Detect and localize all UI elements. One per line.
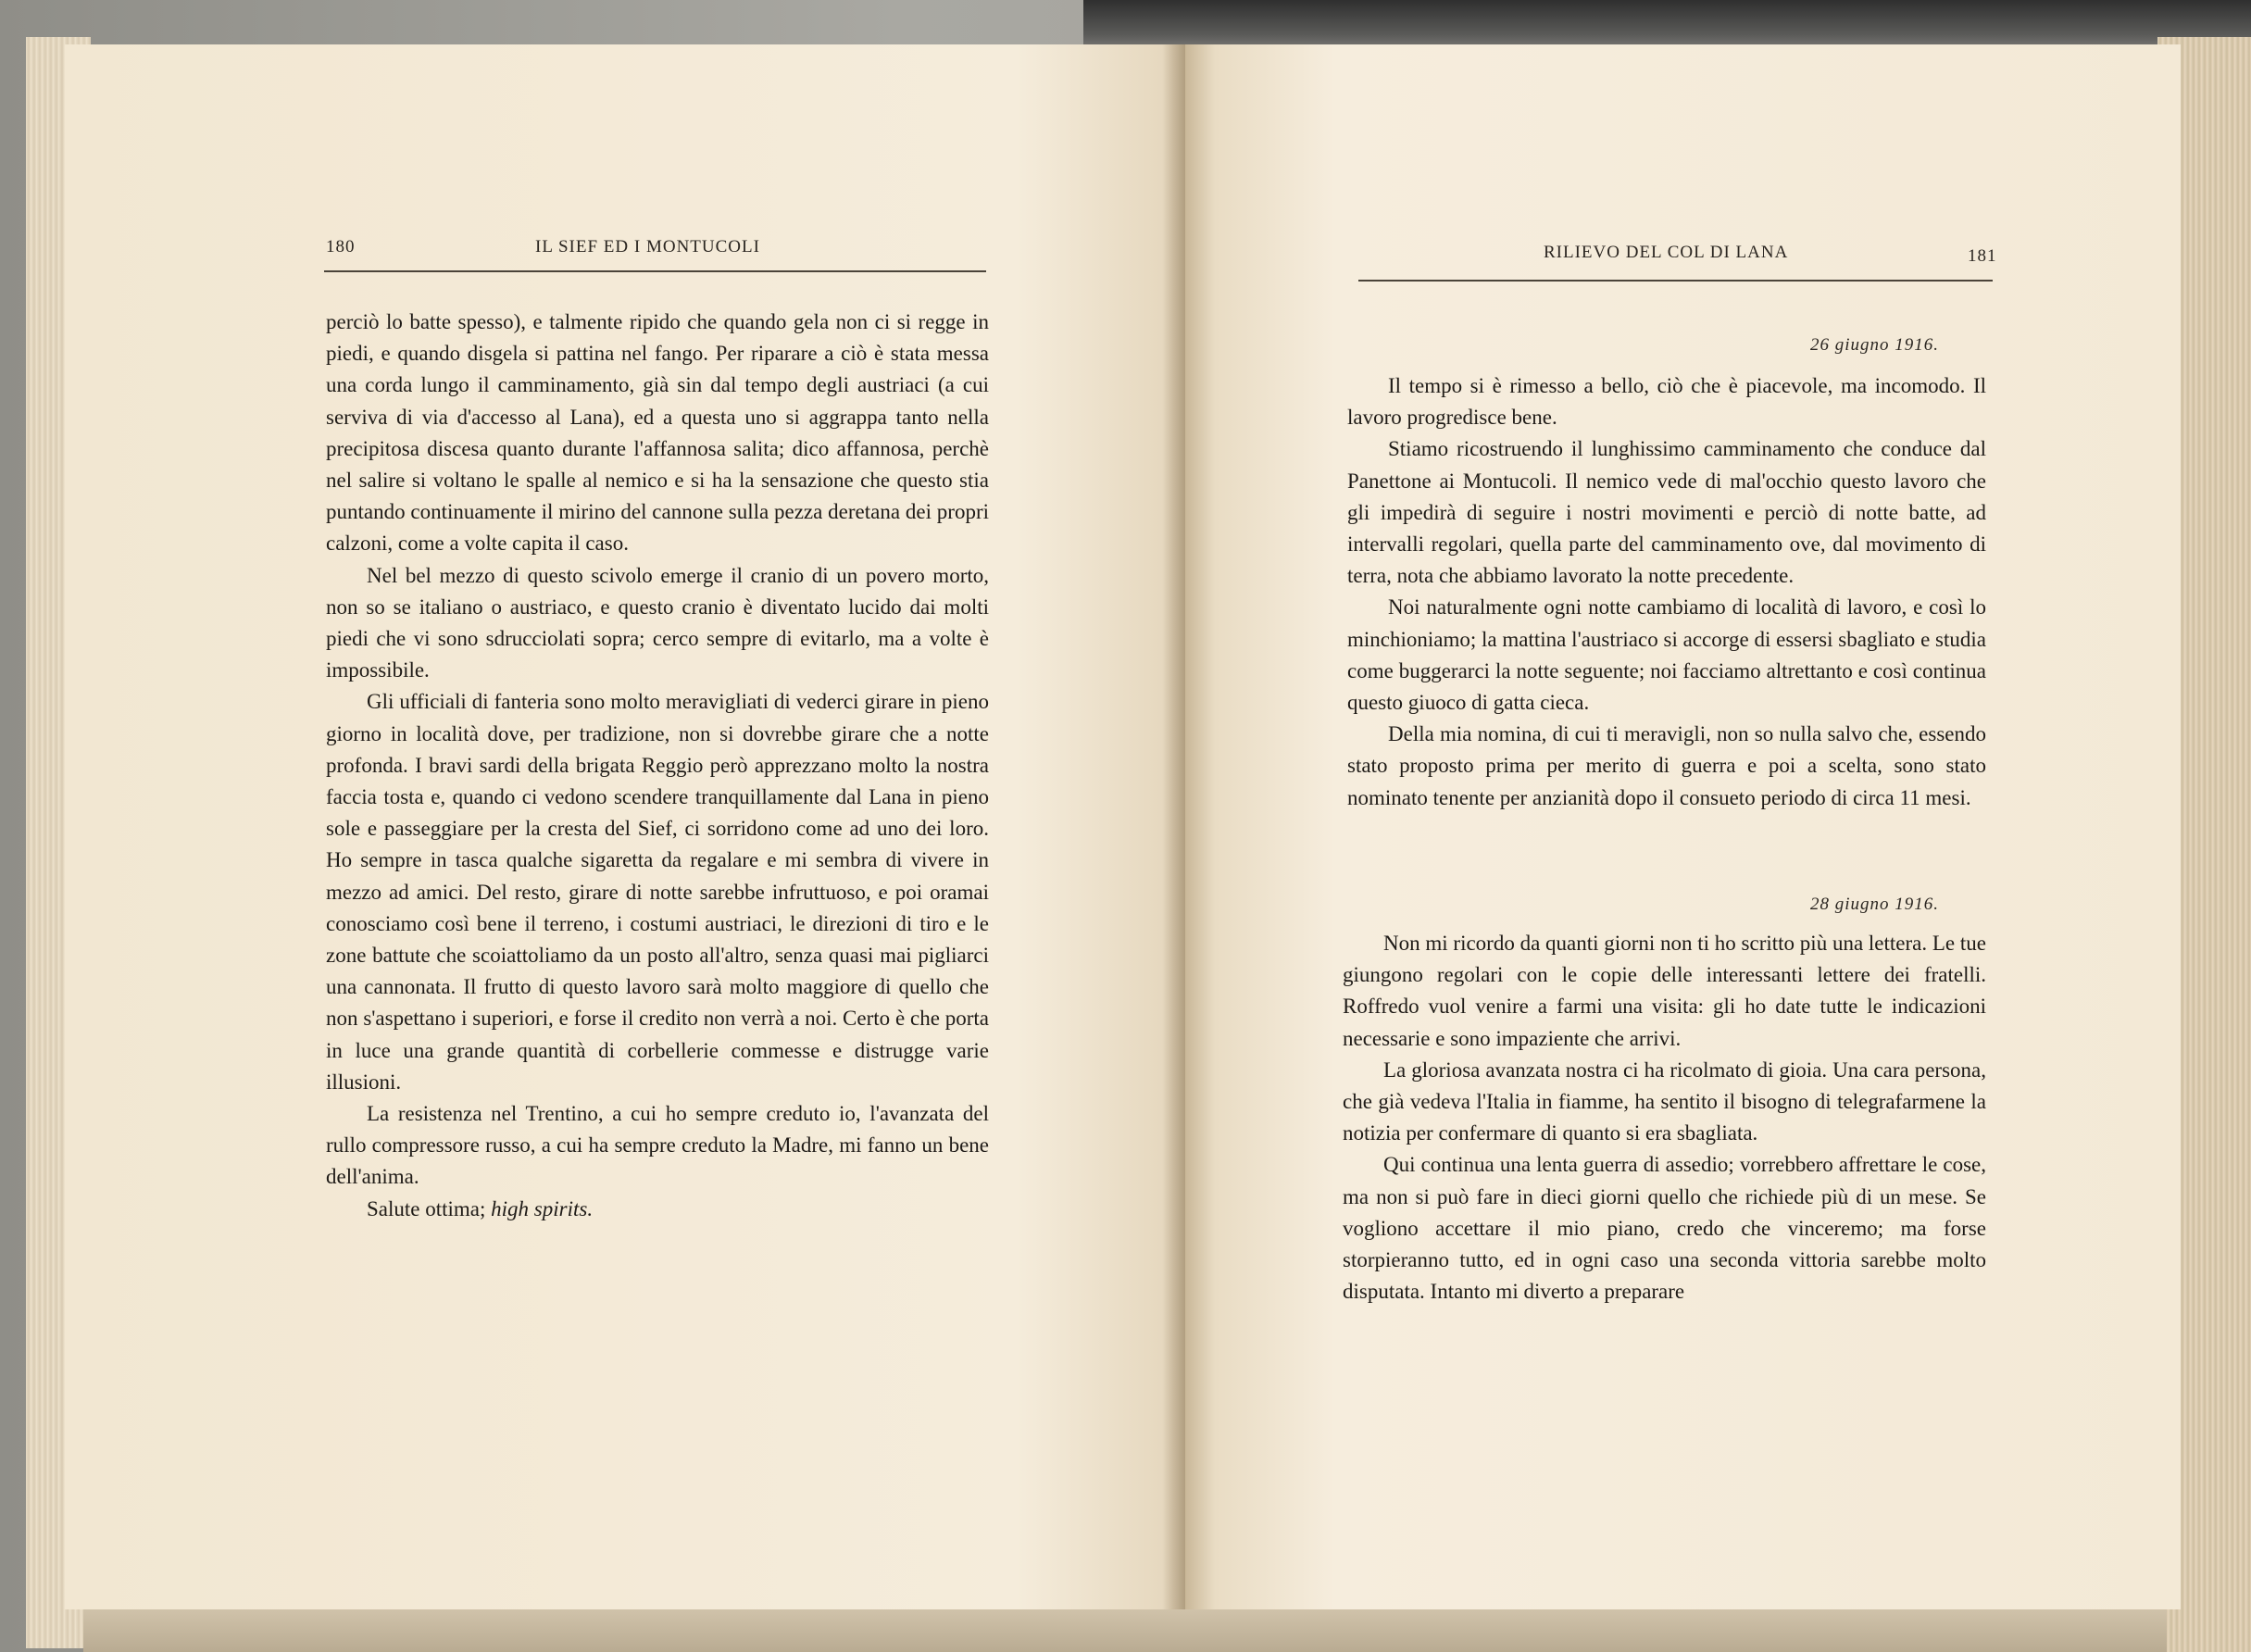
right-page-number: 181 xyxy=(1968,246,1997,266)
entry-date: 26 giugno 1916. xyxy=(1810,335,1940,355)
left-page-body xyxy=(326,307,989,1225)
left-running-head: IL SIEF ED I MONTUCOLI xyxy=(535,237,760,257)
left-header-rule xyxy=(324,270,986,272)
left-page-number: 180 xyxy=(326,237,356,257)
paragraph: Stiamo ricostruendo il lunghissimo camminamento che conduce dal Panettone ai Montucoli. Il nemico vede di mal'occhio questo lavoro che gli impedirà di seguire i nostri movimenti e perciò di notte batte, ad intervalli regolari, quella parte del camminamento ove, dal movimento di terra, nota che abbiamo lavorato la notte precedente. xyxy=(1347,437,1986,588)
paragraph: Noi naturalmente ogni notte cambiamo di località di lavoro, e così lo minchioniamo; la mattina l'austriaco si accorge di essersi sbagliato e studia come buggerarci la notte seguente; noi facciamo altrettanto e così continua questo giuoco di gatta cieca. xyxy=(1347,595,1986,715)
closing-line xyxy=(326,1194,989,1225)
closing-text: Salute ottima; xyxy=(367,1196,486,1220)
paragraph: Non mi ricordo da quanti giorni non ti ho scritto più una lettera. Le tue giungono regolari con le copie delle interessanti lettere dei fratelli. Roffredo vuol venire a farmi una visita: gli ho date tutte le indicazioni necessarie e sono impaziente che arrivi. xyxy=(1343,932,1986,1050)
paragraph: La gloriosa avanzata nostra ci ha ricolmato di gioia. Una cara persona, che già vedeva l'Italia in fiamme, ha sentito il bisogno di telegrafarmene la notizia per confermare di quanto si era sbagliata. xyxy=(1343,1058,1986,1145)
right-running-head: RILIEVO DEL COL DI LANA xyxy=(1544,243,1789,262)
paragraph: La resistenza nel Trentino, a cui ho sempre creduto io, l'avanzata del rullo compressore russo, a cui ha sempre creduto la Madre, mi fanno un bene dell'anima. xyxy=(326,1102,989,1189)
paragraph: Gli ufficiali di fanteria sono molto meravigliati di vederci girare in pieno giorno in località dove, per tradizione, non si dovrebbe girare che a notte profonda. I bravi sardi della brigata Reggio però apprezzano molto la nostra faccia tosta e, quando ci vedono scendere tranquillamente dal Lana in pieno sole e passeggiare per la cresta del Sief, ci sorridono come ad uno dei loro. Ho sempre in tasca qualche sigaretta da regalare e mi sembra di vivere in mezzo ad amici. Del resto, girare di notte sarebbe infruttuoso, e poi oramai conosciamo così bene il terreno, i costumi austriaci, le direzioni di tiro e le zone battute che scoiattoliamo da un posto all'altro, senza quasi mai pigliarci una cannonata. Il frutto di questo lavoro sarà molto maggiore di quello che non s'aspettano i superiori, e forse il credito non verrà a noi. Certo è che porta in luce una grande quantità di corbellerie commesse e distrugge varie illusioni. xyxy=(326,690,989,1094)
paragraph: Qui continua una lenta guerra di assedio; vorrebbero affrettare le cose, ma non si può fare in dieci giorni quello che richiede più di un mese. Se vogliono accettare il mio piano, credo che vinceremo; ma forse storpieranno tutto, ed in ogni caso una seconda vittoria sarebbe molto disputata. Intanto mi diverto a preparare xyxy=(1343,1153,1986,1304)
right-entry-body xyxy=(1343,928,1986,1308)
closing-italic: high spirits. xyxy=(491,1196,594,1220)
paragraph: Il tempo si è rimesso a bello, ciò che è piacevole, ma incomodo. Il lavoro progredisce bene. xyxy=(1347,374,1986,430)
paragraph: Nel bel mezzo di questo scivolo emerge il cranio di un povero morto, non so se italiano o austriaco, e questo cranio è diventato lucido dai molti piedi che vi sono sdrucciolati sopra; cerco sempre di evitarlo, ma a volte è impossibile. xyxy=(326,563,989,682)
paragraph: perciò lo batte spesso), e talmente ripido che quando gela non ci si regge in piedi, e quando disgela si pattina nel fango. Per riparare a ciò è stata messa una corda lungo il camminamento, già sin dal tempo degli austriaci (a cui serviva di via d'accesso al Lana), ed a questa uno si aggrappa tanto nella precipitosa discesa quanto durante l'affannosa salita; dico affannosa, perchè nel salire si voltano le spalle al nemico e si ha la sensazione che questo stia puntando continuamente il mirino del cannone sulla pezza deretana dei propri calzoni, come a volte capita il caso. xyxy=(326,310,989,556)
right-entry-body xyxy=(1347,370,1986,814)
paragraph: Della mia nomina, di cui ti meravigli, non so nulla salvo che, essendo stato proposto prima per merito di guerra e poi a scelta, sono stato nominato tenente per anzianità dopo il consueto periodo di circa 11 mesi. xyxy=(1347,722,1986,809)
right-header-rule xyxy=(1358,280,1993,282)
entry-date: 28 giugno 1916. xyxy=(1810,895,1940,914)
